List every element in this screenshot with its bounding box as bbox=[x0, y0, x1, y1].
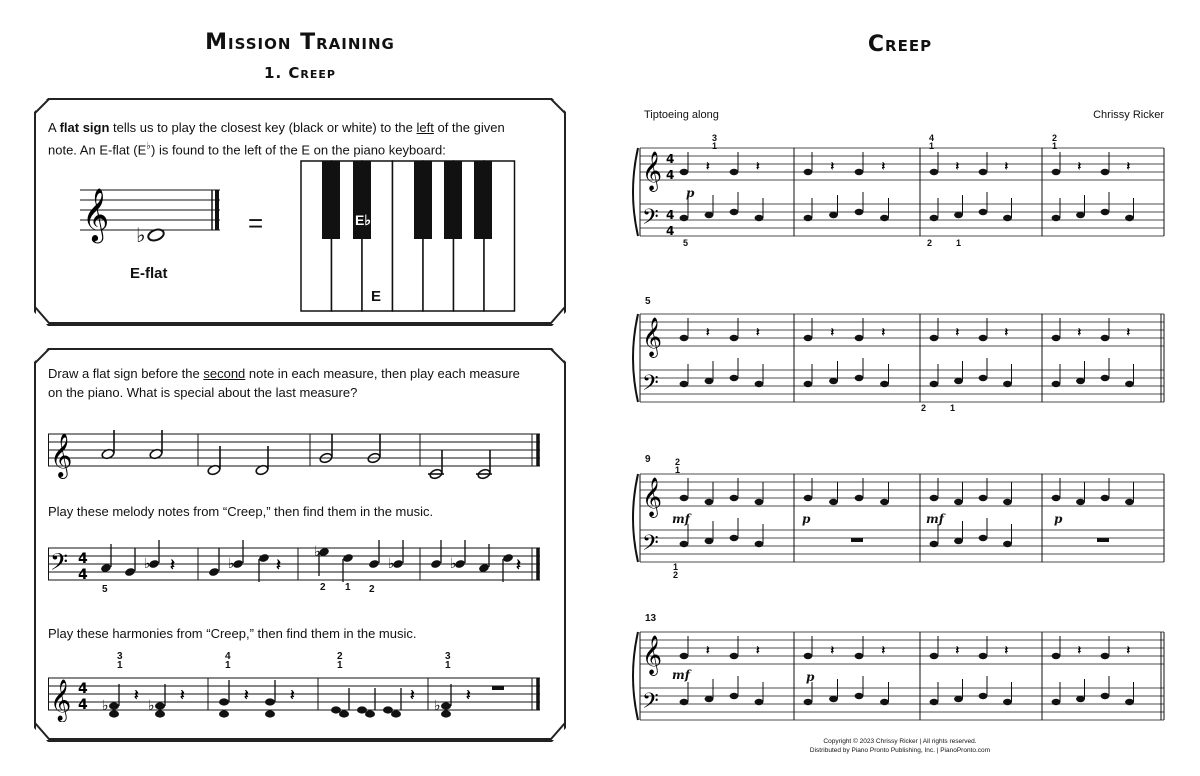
rest-icon: 𝄽 bbox=[955, 325, 960, 339]
rest-icon: 𝄽 bbox=[955, 159, 960, 173]
svg-text:𝄽: 𝄽 bbox=[410, 686, 415, 704]
brace-icon bbox=[633, 314, 638, 402]
note-head bbox=[930, 699, 939, 705]
finger-s1-f: 1 bbox=[956, 238, 962, 248]
svg-text:♭: ♭ bbox=[144, 556, 151, 572]
note-head bbox=[1125, 499, 1134, 505]
rest-icon: 𝄽 bbox=[1077, 643, 1082, 657]
finger-s1-d: 5 bbox=[683, 238, 689, 248]
dynamic-mf-3: mf bbox=[672, 668, 690, 682]
time-sig: 4 bbox=[666, 208, 675, 222]
rest-icon: 𝄽 bbox=[756, 643, 760, 657]
note-head bbox=[804, 699, 813, 705]
dynamic-p-3: p bbox=[1054, 512, 1063, 526]
note-head bbox=[1003, 541, 1012, 547]
finger-s1-b: 4 1 bbox=[929, 133, 935, 151]
svg-text:♭: ♭ bbox=[434, 698, 441, 714]
rest-icon: 𝄽 bbox=[1077, 325, 1082, 339]
note-head bbox=[1003, 499, 1012, 505]
black-key-label: E♭ bbox=[355, 212, 371, 228]
svg-text:𝄽: 𝄽 bbox=[516, 555, 521, 574]
note-head bbox=[755, 381, 764, 387]
bass-clef-icon: 𝄢 bbox=[642, 689, 659, 719]
note-head bbox=[680, 169, 689, 175]
note-head bbox=[804, 215, 813, 221]
note-head bbox=[829, 696, 838, 702]
treble-clef-icon: 𝄞 bbox=[642, 477, 663, 517]
note-head bbox=[1125, 381, 1134, 387]
note-head bbox=[979, 653, 988, 659]
measure-number-13: 13 bbox=[645, 613, 657, 624]
whole-rest bbox=[851, 538, 863, 542]
rest-icon: 𝄽 bbox=[1004, 159, 1009, 173]
rest-icon: 𝄽 bbox=[881, 325, 886, 339]
note-head bbox=[979, 169, 988, 175]
note-head bbox=[730, 535, 739, 541]
note-head bbox=[755, 215, 764, 221]
note-head bbox=[680, 215, 689, 221]
svg-text:♭: ♭ bbox=[388, 556, 395, 572]
svg-text:4: 4 bbox=[78, 567, 88, 583]
bass-clef-icon: 𝄢 bbox=[642, 531, 659, 561]
tempo-marking: Tiptoeing along bbox=[644, 109, 719, 121]
exercise-2-staff bbox=[48, 536, 544, 602]
note-head bbox=[705, 696, 714, 702]
rest-icon: 𝄽 bbox=[706, 643, 710, 657]
svg-text:𝄽: 𝄽 bbox=[180, 686, 185, 704]
melody-finger-1: 5 bbox=[102, 584, 108, 595]
note-head bbox=[930, 215, 939, 221]
bass-clef-icon: 𝄢 bbox=[642, 371, 659, 401]
brace-icon bbox=[633, 474, 638, 562]
copyright-line-2: Distributed by Piano Pronto Publishing, Inc. | PianoPronto.com bbox=[809, 747, 991, 754]
note-head bbox=[705, 538, 714, 544]
treble-clef-icon: 𝄞 bbox=[50, 433, 73, 477]
note-head bbox=[804, 381, 813, 387]
note-head bbox=[1052, 169, 1061, 175]
note-head bbox=[1052, 699, 1061, 705]
dynamic-p-1: p bbox=[686, 186, 695, 200]
note-head bbox=[930, 541, 939, 547]
note-head bbox=[680, 381, 689, 387]
note-head bbox=[979, 495, 988, 501]
song-title: Creep bbox=[867, 32, 933, 57]
treble-clef-icon: 𝄞 bbox=[50, 680, 72, 721]
note-head bbox=[1101, 335, 1110, 341]
finger-s1-c: 2 1 bbox=[1052, 133, 1058, 151]
melody-finger-2: 2 bbox=[320, 582, 326, 593]
note-head bbox=[930, 381, 939, 387]
rest-icon: 𝄽 bbox=[830, 643, 835, 657]
note-head bbox=[1101, 495, 1110, 501]
note-head bbox=[1076, 696, 1085, 702]
rest-icon: 𝄽 bbox=[1126, 159, 1131, 173]
note-head bbox=[855, 169, 864, 175]
equals-sign: = bbox=[248, 208, 264, 238]
rest-icon: 𝄽 bbox=[706, 325, 710, 339]
note-head bbox=[1101, 653, 1110, 659]
finger-s1-a: 3 1 bbox=[712, 133, 718, 151]
svg-text:♭: ♭ bbox=[314, 544, 321, 560]
score-systems bbox=[630, 128, 1170, 728]
exercise-2-instructions: Play these melody notes from “Creep,” then find them in the music. bbox=[48, 504, 434, 519]
note-head bbox=[1076, 378, 1085, 384]
note-head bbox=[880, 499, 889, 505]
treble-clef-icon: 𝄞 bbox=[642, 635, 663, 675]
melody-finger-3: 1 bbox=[345, 582, 351, 593]
note-head bbox=[1052, 335, 1061, 341]
bass-clef-icon: 𝄢 bbox=[50, 548, 69, 581]
rest-icon: 𝄽 bbox=[955, 643, 960, 657]
rest-icon: 𝄽 bbox=[1077, 159, 1082, 173]
svg-text:4: 4 bbox=[78, 551, 88, 567]
note-head bbox=[880, 381, 889, 387]
rest-icon: 𝄽 bbox=[830, 159, 835, 173]
note-head bbox=[855, 653, 864, 659]
time-sig: 4 bbox=[666, 152, 675, 166]
note-head bbox=[1101, 209, 1110, 215]
note-head bbox=[730, 375, 739, 381]
note-head bbox=[979, 335, 988, 341]
note-head bbox=[954, 499, 963, 505]
measure-number-9: 9 bbox=[645, 454, 651, 465]
note-head bbox=[1052, 215, 1061, 221]
flat-sign-term: flat sign bbox=[59, 120, 110, 135]
note-head bbox=[954, 378, 963, 384]
note-head bbox=[855, 375, 864, 381]
exercise-3-instructions: Play these harmonies from “Creep,” then find them in the music. bbox=[48, 626, 417, 641]
note-head bbox=[680, 495, 689, 501]
rest-icon: 𝄽 bbox=[756, 159, 760, 173]
note-head bbox=[1076, 212, 1085, 218]
measure-number-5: 5 bbox=[645, 296, 651, 307]
treble-clef-icon: 𝄞 bbox=[642, 151, 663, 191]
finger-s3-b: 1 2 bbox=[673, 562, 679, 580]
exercise-1-instructions: Draw a flat sign before the second note in each measure, then play each measure on the piano. What is special about the last measure? bbox=[48, 366, 520, 400]
time-sig: 4 bbox=[666, 224, 675, 238]
note-head bbox=[930, 653, 939, 659]
svg-text:♭: ♭ bbox=[450, 556, 457, 572]
note-head bbox=[1003, 699, 1012, 705]
page-title: Mission Training bbox=[205, 30, 395, 55]
note-head bbox=[730, 693, 739, 699]
time-sig: 4 bbox=[666, 168, 675, 182]
bass-clef-icon: 𝄢 bbox=[642, 205, 659, 235]
composer: Chrissy Ricker bbox=[1093, 109, 1164, 121]
svg-text:𝄽: 𝄽 bbox=[134, 686, 139, 704]
rest-icon: 𝄽 bbox=[1004, 325, 1009, 339]
exercise-1-staff bbox=[48, 428, 544, 488]
note-head bbox=[1052, 653, 1061, 659]
note-head bbox=[680, 653, 689, 659]
note-head bbox=[804, 335, 813, 341]
finger-s2-b: 1 bbox=[950, 403, 956, 413]
brace-icon bbox=[633, 632, 638, 720]
harmony-finger-4: 3 1 bbox=[445, 651, 451, 671]
svg-text:♭: ♭ bbox=[148, 698, 155, 714]
note-head bbox=[1052, 495, 1061, 501]
brace-icon bbox=[633, 148, 638, 236]
note-head bbox=[730, 335, 739, 341]
finger-s2-a: 2 bbox=[921, 403, 927, 413]
note-head bbox=[755, 499, 764, 505]
rest-icon: 𝄽 bbox=[756, 325, 760, 339]
flat-sign-explanation: A flat sign tells us to play the closest key (black or white) to the left of the given note. An E-flat (E♭) is found to the left of the E on the piano keyboard: bbox=[48, 120, 505, 158]
melody-finger-4: 2 bbox=[369, 584, 375, 595]
note-head bbox=[979, 375, 988, 381]
note-head bbox=[1101, 693, 1110, 699]
note-head bbox=[1101, 375, 1110, 381]
note-head bbox=[730, 209, 739, 215]
harmony-finger-3: 2 1 bbox=[337, 651, 343, 671]
note-head bbox=[930, 495, 939, 501]
flat-icon: ♭ bbox=[136, 223, 146, 247]
note-head bbox=[855, 693, 864, 699]
note-head bbox=[730, 653, 739, 659]
note-head bbox=[1076, 499, 1085, 505]
note-head bbox=[979, 693, 988, 699]
harmony-finger-1: 3 1 bbox=[117, 651, 123, 671]
note-head bbox=[1003, 215, 1012, 221]
svg-text:4: 4 bbox=[78, 681, 88, 697]
note-head bbox=[979, 535, 988, 541]
note-head bbox=[755, 541, 764, 547]
e-flat-staff bbox=[80, 180, 230, 250]
rest-icon: 𝄽 bbox=[1126, 643, 1131, 657]
note-head bbox=[730, 495, 739, 501]
note-head bbox=[804, 169, 813, 175]
dynamic-mf-2: mf bbox=[926, 512, 944, 526]
whole-rest bbox=[1097, 538, 1109, 542]
svg-text:4: 4 bbox=[78, 697, 88, 713]
note-head bbox=[829, 378, 838, 384]
rest-icon: 𝄽 bbox=[706, 159, 710, 173]
finger-s3-a: 2 1 bbox=[675, 457, 681, 475]
note-head bbox=[1125, 215, 1134, 221]
piano-keyboard bbox=[300, 160, 516, 314]
treble-clef-icon: 𝄞 bbox=[82, 187, 110, 241]
svg-text:𝄽: 𝄽 bbox=[170, 555, 175, 574]
note-head bbox=[979, 209, 988, 215]
e-flat-label: E-flat bbox=[130, 265, 168, 282]
note-head bbox=[730, 169, 739, 175]
note-head bbox=[880, 699, 889, 705]
exercise-3-staff bbox=[48, 668, 544, 722]
white-key-label: E bbox=[371, 288, 382, 305]
note-head bbox=[1003, 381, 1012, 387]
note-head bbox=[954, 212, 963, 218]
note-head bbox=[1101, 169, 1110, 175]
note-head bbox=[1125, 699, 1134, 705]
note-head bbox=[930, 169, 939, 175]
svg-text:𝄽: 𝄽 bbox=[290, 686, 295, 704]
treble-clef-icon: 𝄞 bbox=[642, 317, 663, 357]
rest-icon: 𝄽 bbox=[881, 159, 886, 173]
svg-text:𝄽: 𝄽 bbox=[466, 686, 471, 704]
note-head bbox=[829, 499, 838, 505]
note-head bbox=[755, 699, 764, 705]
note-head bbox=[680, 699, 689, 705]
svg-text:𝄽: 𝄽 bbox=[244, 686, 249, 704]
rest-icon: 𝄽 bbox=[881, 643, 886, 657]
note-head bbox=[880, 215, 889, 221]
harmony-finger-2: 4 1 bbox=[225, 651, 231, 671]
note-head bbox=[804, 495, 813, 501]
svg-text:𝄽: 𝄽 bbox=[276, 555, 281, 574]
rest-icon: 𝄽 bbox=[830, 325, 835, 339]
page-subtitle: 1. Creep bbox=[264, 64, 336, 82]
note-head bbox=[1052, 381, 1061, 387]
note-head bbox=[954, 696, 963, 702]
note-head bbox=[705, 378, 714, 384]
note-head bbox=[855, 335, 864, 341]
dynamic-p-2: p bbox=[802, 512, 811, 526]
note-head bbox=[855, 495, 864, 501]
note-head bbox=[954, 538, 963, 544]
finger-s1-e: 2 bbox=[927, 238, 933, 248]
rest-icon: 𝄽 bbox=[1004, 643, 1009, 657]
note-head bbox=[705, 499, 714, 505]
rest-icon: 𝄽 bbox=[1126, 325, 1131, 339]
dynamic-p-4: p bbox=[806, 670, 815, 684]
dynamic-mf-1: mf bbox=[672, 512, 690, 526]
note-head bbox=[930, 335, 939, 341]
note-head bbox=[804, 653, 813, 659]
svg-text:♭: ♭ bbox=[228, 556, 235, 572]
note-head bbox=[680, 335, 689, 341]
note-head bbox=[829, 212, 838, 218]
copyright-line-1: Copyright © 2023 Chrissy Ricker | All rights reserved. bbox=[823, 738, 977, 745]
note-head bbox=[855, 209, 864, 215]
svg-text:♭: ♭ bbox=[102, 698, 109, 714]
note-head bbox=[680, 541, 689, 547]
note-head bbox=[705, 212, 714, 218]
